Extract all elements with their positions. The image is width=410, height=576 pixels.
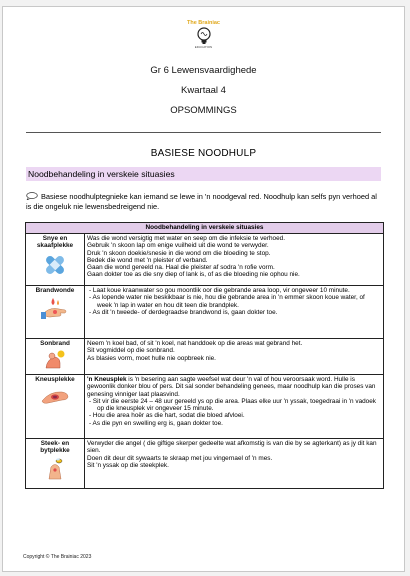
line-text: Doen dit deur dit sywaarts te skraap met jou vingernael of 'n mes. — [87, 454, 273, 462]
row-content — [85, 234, 384, 286]
row-content — [85, 286, 384, 339]
brand-tagline: EDUCATION — [194, 45, 213, 49]
section-band-title: Noodbehandeling in verskeie situasies — [26, 167, 381, 181]
bruise-term: 'n Kneusplek — [87, 376, 127, 383]
line-text: - Hou die area hoër as die hart, sodat die bloed afvloei. — [89, 412, 245, 420]
table-row — [26, 286, 384, 339]
first-aid-table — [25, 222, 384, 489]
table-row — [26, 375, 384, 439]
document-page — [2, 6, 405, 572]
brand-name: The Brainiac — [186, 20, 220, 26]
bruised-arm-icon — [40, 385, 70, 409]
intro-paragraph — [26, 192, 382, 211]
bandage-icon — [42, 252, 68, 278]
row-content — [85, 375, 384, 439]
table-row — [26, 339, 384, 375]
row-label: Kneusplekke — [35, 376, 75, 383]
line-text: - As lopende water nie beskikbaar is nie, hou die gebrande area in 'n emmer skoon koue water, of week 'n lap in water en hou dit teen die brandplek. — [89, 294, 365, 309]
row-label-cell — [26, 234, 85, 286]
line-text: Sit 'n yssak op die steekplek. — [87, 461, 169, 469]
line-text: As blasies vorm, moet hulle nie oopbreek nie. — [87, 354, 216, 362]
line-text: Druk 'n skoon doekie/snesie in die wond om die bloeding te stop. — [87, 249, 271, 257]
table-row — [26, 439, 384, 489]
table-row — [26, 234, 384, 286]
row-label: Steek- en bytplekke — [40, 440, 70, 455]
table-header: Noodbehandeling in verskeie situasies — [26, 223, 384, 234]
line-text: Gaan dokter toe as die sny diep of lank is, of as die bloeding nie ophou nie. — [87, 271, 300, 279]
intro-text: Basiese noodhulptegnieke kan iemand se lewe in 'n noodgeval red. Noodhulp kan selfs pyn verhoed al is die ongeluk nie lewensbedreigend nie. — [26, 192, 377, 211]
row-label-cell — [26, 439, 85, 489]
line-text: Neem 'n koel bad, of sit 'n koel, nat handdoek op die areas wat gebrand het. — [87, 340, 303, 347]
row-label-cell — [26, 286, 85, 339]
line-text: Verwyder die angel ( die giftige skerper gedeelte wat afkomstig is van die by se agterkant) as jy dit kan sien. — [87, 440, 377, 455]
speech-bubble-icon — [26, 192, 38, 200]
section-title: BASIESE NOODHULP — [150, 148, 257, 159]
line-text: is 'n besering aan sagte weefsel wat deur 'n val of hou veroorsaak word. Hulle is gewoonlik donker blou of pers. Dit sal sonder behandeling genees, maar noodhulp kan die proses van genesing vinniger laat plaasvind. — [87, 376, 376, 398]
page-title: OPSOMMINGS — [170, 105, 237, 116]
sting-icon — [43, 457, 67, 481]
brand-logo — [3, 20, 404, 49]
row-label-cell — [26, 375, 85, 439]
line-text — [87, 376, 381, 398]
copyright-footer: Copyright © The Brainiac 2023 — [23, 554, 92, 560]
row-label-cell — [26, 339, 85, 375]
sunburn-icon — [42, 349, 68, 369]
row-label: Snye en skaafplekke — [36, 235, 74, 250]
row-label: Brandwonde — [35, 287, 75, 294]
term-heading: Kwartaal 4 — [181, 85, 226, 96]
line-text: - As die pyn en swelling erg is, gaan dokter toe. — [89, 419, 223, 427]
divider — [26, 132, 381, 133]
line-text: - As dit 'n tweede- of derdegraadse brandwond is, gaan dokter toe. — [89, 308, 278, 316]
line-text: Bedek die wond met 'n pleister of verband. — [87, 256, 208, 264]
line-text: Was die wond versigtig met water en seep om die infeksie te verhoed. — [87, 235, 285, 242]
row-content — [85, 339, 384, 375]
burn-hand-icon — [41, 296, 69, 322]
line-text: - Sit vir die eerste 24 – 48 uur gereeld ys op die area. Plaas elke uur 'n yssak, toegedraai in 'n vadoek op die kneusplek vir ongeveer 15 minute. — [89, 397, 376, 413]
lightbulb-logo-icon — [196, 27, 212, 45]
grade-heading: Gr 6 Lewensvaardighede — [150, 65, 257, 76]
line-text: Sit vogmiddel op die sonbrand. — [87, 347, 175, 355]
line-text: - Laat koue kraanwater so gou moontlik oor die gebrande area loop, vir ongeveer 10 minute. — [89, 287, 350, 294]
line-text: Gaan die wond gereeld na. Haal die pleister af sodra 'n rofie vorm. — [87, 264, 275, 272]
row-content — [85, 439, 384, 489]
line-text: Gebruik 'n skoon lap om enige vuilheid uit die wond te verwyder. — [87, 242, 269, 250]
row-label: Sonbrand — [40, 340, 70, 347]
